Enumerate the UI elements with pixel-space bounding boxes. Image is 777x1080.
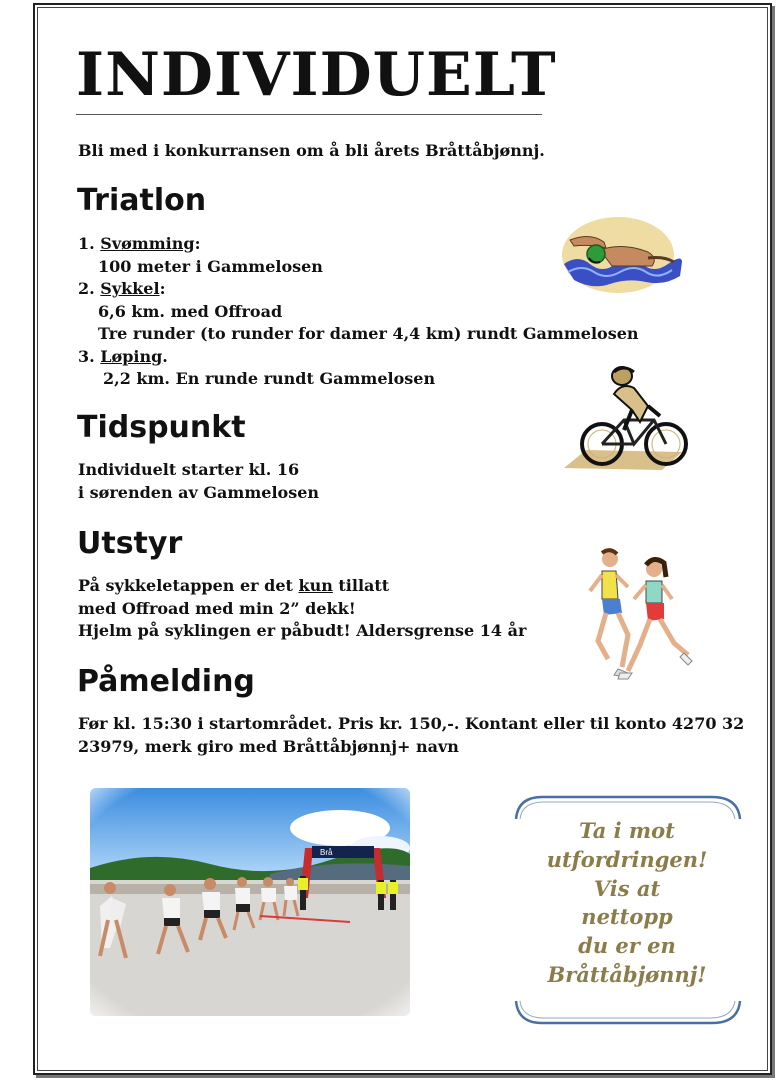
race-start-photo	[90, 788, 410, 1016]
item-detail: 6,6 km. med Offroad	[98, 301, 283, 321]
item-number: 2.	[78, 279, 95, 298]
item-suffix: :	[159, 279, 166, 298]
text-line: med Offroad med min 2” dekk!	[78, 598, 356, 618]
item-number: 3.	[78, 346, 95, 366]
callout-line: Ta i mot	[579, 818, 675, 843]
triatlon-list	[78, 233, 639, 391]
heading-pamelding: Påmelding	[77, 664, 255, 699]
text-line: Individuelt starter kl. 16	[78, 460, 300, 479]
item-name-loping: Løping	[100, 346, 163, 366]
callout-line: nettopp	[581, 904, 673, 930]
text-line	[78, 575, 526, 598]
cyclist-clipart-icon	[562, 360, 694, 474]
callout-text	[512, 817, 742, 990]
utstyr-text	[78, 575, 526, 643]
item-suffix: :	[194, 234, 201, 253]
item-detail: 2,2 km. En runde rundt Gammelosen	[103, 369, 436, 388]
callout-line: Bråttåbjønnj!	[547, 961, 707, 987]
item-detail: 100 meter i Gammelosen	[98, 256, 323, 276]
text-line: Før kl. 15:30 i startområdet. Pris kr. 150,-. Kontant eller til konto 4270 32	[78, 714, 745, 733]
text-part: På sykkeletappen er det	[78, 576, 299, 595]
pamelding-text	[78, 713, 744, 758]
heading-utstyr: Utstyr	[77, 526, 183, 561]
heading-triatlon: Triatlon	[77, 183, 207, 218]
tidspunkt-text	[78, 459, 319, 504]
list-item	[78, 233, 639, 256]
item-name-sykkel: Sykkel	[100, 279, 160, 298]
heading-tidspunkt: Tidspunkt	[77, 410, 246, 445]
intro-text: Bli med i konkurransen om å bli årets Bråttåbjønnj.	[78, 141, 545, 160]
text-line: Hjelm på syklingen er påbudt! Aldersgrense 14 år	[78, 621, 527, 640]
callout-line: Vis at	[593, 875, 661, 901]
text-part: tillatt	[332, 576, 390, 595]
callout-line: du er en	[578, 933, 676, 959]
item-number: 1.	[78, 234, 95, 253]
text-line: i sørenden av Gammelosen	[78, 482, 320, 502]
list-item	[78, 346, 639, 369]
emphasis-kun: kun	[298, 576, 333, 595]
page-title: INDIVIDUELT	[76, 40, 557, 110]
item-name-svomming: Svømming	[100, 234, 195, 253]
item-detail: Tre runder (to runder for damer 4,4 km) rundt Gammelosen	[98, 324, 639, 343]
motivation-callout	[512, 793, 742, 1027]
runners-clipart-icon	[584, 545, 696, 685]
title-rule	[76, 114, 542, 115]
item-suffix: .	[162, 346, 168, 366]
text-line: 23979, merk giro med Bråttåbjønnj+ navn	[78, 736, 459, 756]
callout-line: utfordringen!	[546, 846, 708, 872]
list-item	[78, 278, 639, 301]
swimmer-clipart-icon	[560, 214, 686, 296]
